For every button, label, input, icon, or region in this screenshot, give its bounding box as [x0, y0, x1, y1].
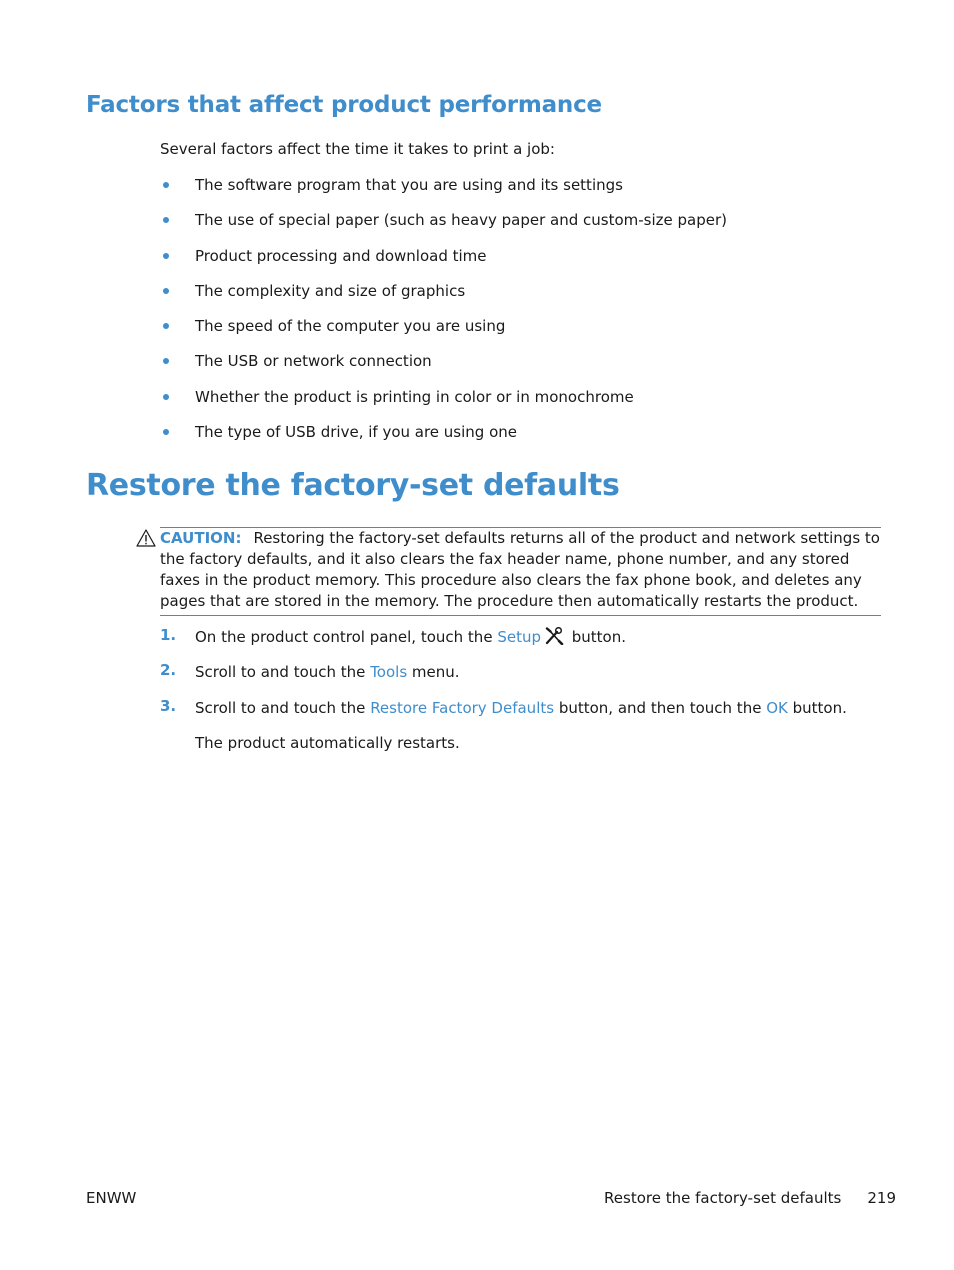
bullet-icon [163, 394, 169, 400]
bullet-icon [163, 182, 169, 188]
ok-link[interactable]: OK [766, 698, 788, 717]
caution-box [160, 527, 881, 616]
result-text: The product automatically restarts. [195, 734, 460, 752]
setup-link[interactable]: Setup [497, 628, 541, 646]
caution-label: CAUTION: [160, 529, 242, 547]
wrench-screwdriver-icon [543, 627, 565, 645]
caution-text: Restoring the factory-set defaults returns all of the product and network settings to the factory defaults, and it also clears the fax header name, phone number, and any stored faxes in the product memory. This procedure also clears the fax phone book, and deletes any pages that are stored in the memory. The procedure then automatically restarts the product. [160, 529, 880, 610]
footer-locale: ENWW [86, 1189, 137, 1207]
bullet-icon [163, 217, 169, 223]
bullet-icon [163, 358, 169, 364]
bullet-icon [163, 323, 169, 329]
bullet-icon [163, 429, 169, 435]
section-heading-restore: Restore the factory-set defaults [86, 468, 620, 503]
intro-text: Several factors affect the time it takes to print a job: [160, 140, 555, 158]
step-number: 2. [160, 661, 177, 680]
footer-title: Restore the factory-set defaults [604, 1189, 842, 1207]
tools-link[interactable]: Tools [370, 663, 408, 682]
bullet-icon [163, 288, 169, 294]
section-heading-performance: Factors that affect product performance [86, 92, 602, 118]
restore-factory-defaults-link[interactable]: Restore Factory Defaults [370, 698, 555, 717]
bullet-icon [163, 253, 169, 259]
step-number: 3. [160, 696, 177, 715]
manual-page: Factors that affect product performance Several factors affect the time it takes to print a job: The software program that you are using and its settings The use of special paper (such as heavy paper and custom-size paper) Product processing and download time The complexity and size of graphics The speed of the computer you are using The USB or network connection Whether the product is printing in color or in monochrome The type of USB drive, if you are using one Restore the factory-set defaults CAUTION: Restoring the factory-set defaults returns all of the product and network settings to the factory defaults, and it also clears the fax header name, phone number, and any stored faxes in the product memory. This procedure also clears the fax phone book, and deletes any pages that are stored in the memory. The procedure then automatically restarts the product. 1. On the product control panel, touch the Setup button. 2. Scroll to and touch the Tools menu. 3. Scroll to and touch the Restore Factory Defaults button, and then touch the OK button. The product automatically restarts. ENWW Restore the factory-set defaults 219 [86, 92, 896, 1207]
warning-triangle-icon [136, 529, 156, 547]
page-number: 219 [867, 1189, 896, 1207]
step-number: 1. [160, 626, 177, 644]
footer-info [604, 1189, 896, 1207]
